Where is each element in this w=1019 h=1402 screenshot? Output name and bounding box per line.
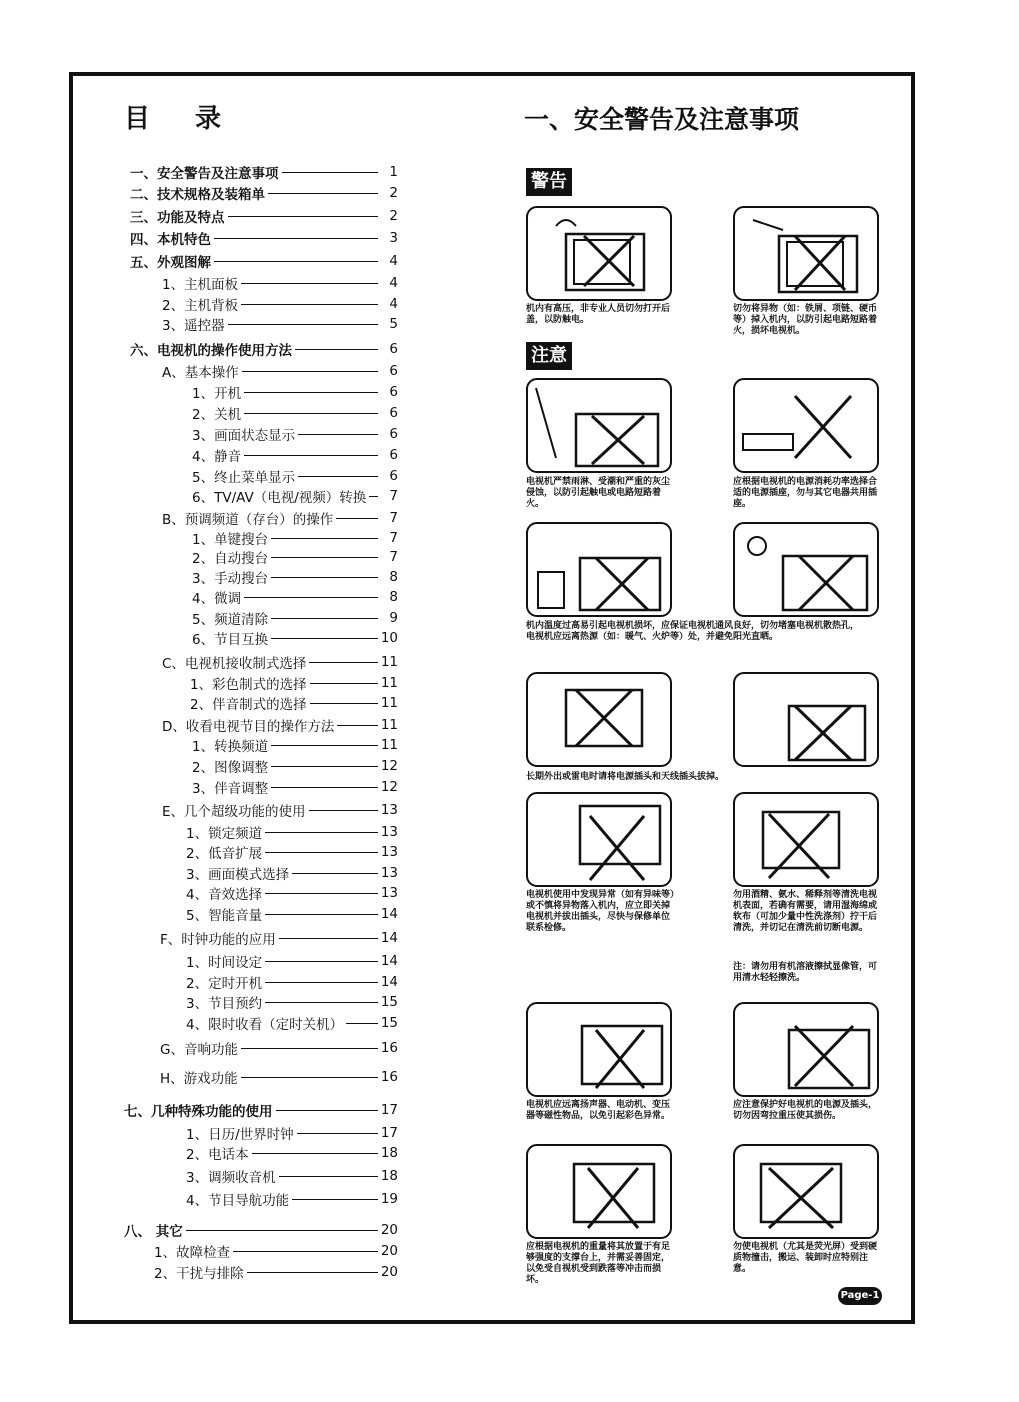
- toc-leader-line: [247, 1272, 378, 1273]
- toc-leader-line: [233, 1251, 378, 1252]
- toc-entry-label: 3、遥控器: [162, 318, 225, 334]
- caption-c9: 应根据电视机的重量将其放置于有足够强度的支撑台上，并需妥善固定，以免受自视机受到跌落等冲击而损坏。: [526, 1242, 671, 1285]
- toc-entry-label: 4、限时收看（定时关机）: [186, 1017, 344, 1033]
- toc-entry-label: E、几个超级功能的使用: [162, 804, 306, 820]
- toc-leader-line: [268, 193, 378, 194]
- toc-entry: [124, 1100, 398, 1120]
- toc-entry: [186, 1143, 398, 1163]
- tv-crossed-icon: [526, 792, 672, 887]
- toc-entry-page: 2: [389, 208, 398, 224]
- toc-leader-line: [271, 787, 378, 788]
- toc-leader-line: [271, 766, 378, 767]
- toc-leader-line: [241, 1048, 378, 1049]
- tv-crossed-icon: [526, 522, 672, 617]
- toc-entry: [186, 992, 398, 1012]
- toc-entry-label: 1、彩色制式的选择: [190, 677, 307, 693]
- toc-leader-line: [309, 810, 378, 811]
- toc-entry: [130, 162, 398, 182]
- toc-entry-page: 11: [380, 695, 398, 711]
- toc-entry-page: 7: [389, 530, 398, 546]
- toc-entry-page: 11: [380, 654, 398, 670]
- toc-title: 目 录: [124, 104, 240, 134]
- toc-entry-page: 13: [380, 885, 398, 901]
- toc-entry-page: 7: [389, 488, 398, 504]
- toc-leader-line: [265, 893, 378, 894]
- toc-entry-page: 6: [389, 468, 398, 484]
- caption-c5: 电视机使用中发现异常（如有异味等）或不慎将异物落入机内，应立即关掉电视机并拔出插头，尽快与保修单位联系检修。: [526, 890, 675, 933]
- tv-crossed-icon: [733, 1144, 879, 1239]
- toc-leader-line: [228, 324, 378, 325]
- toc-entry: [192, 424, 398, 444]
- toc-leader-line: [310, 703, 378, 704]
- toc-entry: [192, 547, 398, 567]
- toc-entry-page: 12: [380, 779, 398, 795]
- toc-leader-line: [369, 496, 378, 497]
- toc-leader-line: [271, 745, 378, 746]
- caution-tag: 注意: [526, 342, 572, 370]
- toc-entry-page: 13: [380, 824, 398, 840]
- toc-entry-label: 2、伴音制式的选择: [190, 697, 307, 713]
- caption-c8: 应注意保护好电视机的电源及插头，切勿因弯拉重压使其损伤。: [733, 1100, 878, 1121]
- toc-entry-page: 11: [380, 675, 398, 691]
- toc-entry-page: 18: [380, 1168, 398, 1184]
- toc-entry-page: 14: [380, 930, 398, 946]
- toc-entry-label: 3、画面状态显示: [192, 428, 296, 444]
- toc-entry-label: 1、时间设定: [186, 955, 263, 971]
- toc-entry: [160, 1067, 398, 1087]
- toc-entry-page: 7: [389, 510, 398, 526]
- toc-entry-page: 1: [389, 164, 398, 180]
- toc-entry-label: H、游戏功能: [160, 1071, 238, 1087]
- toc-entry-page: 20: [380, 1264, 398, 1280]
- caption-c1: 电视机严禁雨淋、受潮和严重的灰尘侵蚀，以防引起触电或电路短路着火。: [526, 477, 671, 509]
- toc-entry-label: 3、节目预约: [186, 996, 263, 1012]
- toc-entry-page: 13: [380, 802, 398, 818]
- caption-c3: 机内温度过高易引起电视机损坏，应保证电视机通风良好，切勿堵塞电视机散热孔，电视机应远离热源（如：暖气、火炉等）处，并避免阳光直晒。: [526, 621, 860, 642]
- toc-leader-line: [265, 914, 378, 915]
- toc-entry-label: 5、智能音量: [186, 908, 263, 924]
- toc-entry-page: 3: [389, 230, 398, 246]
- toc-entry-label: 6、节目互换: [192, 632, 269, 648]
- toc-leader-line: [292, 1199, 378, 1200]
- toc-entry-page: 13: [380, 844, 398, 860]
- toc-entry-page: 16: [380, 1040, 398, 1056]
- toc-entry-page: 6: [389, 405, 398, 421]
- toc-entry: [162, 800, 398, 820]
- toc-leader-line: [214, 261, 378, 262]
- toc-entry: [192, 587, 398, 607]
- toc-entry-label: C、电视机接收制式选择: [162, 656, 307, 672]
- warning-tag: 警告: [526, 168, 572, 196]
- toc-entry-page: 13: [380, 865, 398, 881]
- toc-entry-page: 16: [380, 1069, 398, 1085]
- caption-c10: 勿使电视机（尤其是荧光屏）受到硬质物撞击，搬运、装卸时应特别注意。: [733, 1242, 878, 1274]
- toc-entry: [154, 1262, 398, 1282]
- toc-entry-label: 1、主机面板: [162, 277, 239, 293]
- toc-entry-label: 七、几种特殊功能的使用: [124, 1104, 273, 1120]
- toc-entry: [190, 693, 398, 713]
- toc-entry: [192, 445, 398, 465]
- toc-leader-line: [271, 638, 378, 639]
- toc-entry-label: 2、图像调整: [192, 760, 269, 776]
- toc-entry: [186, 822, 398, 842]
- toc-entry-label: 1、日历/世界时钟: [186, 1127, 294, 1143]
- toc-entry-label: 5、终止菜单显示: [192, 470, 296, 486]
- toc-entry-label: 2、电话本: [186, 1147, 249, 1163]
- toc-entry-page: 20: [380, 1243, 398, 1259]
- toc-entry-page: 6: [389, 447, 398, 463]
- tv-crossed-icon: [733, 792, 879, 887]
- toc-entry: [186, 972, 398, 992]
- toc-entry: [192, 403, 398, 423]
- caption-w1: 机内有高压，非专业人员切勿打开后盖，以防触电。: [526, 304, 671, 325]
- toc-entry-page: 4: [389, 253, 398, 269]
- toc-entry: [154, 1241, 398, 1261]
- toc-leader-line: [244, 392, 378, 393]
- toc-entry: [130, 183, 398, 203]
- toc-entry-page: 8: [389, 589, 398, 605]
- toc-entry: [162, 361, 398, 381]
- toc-leader-line: [310, 683, 378, 684]
- toc-leader-line: [279, 938, 378, 939]
- toc-leader-line: [241, 1077, 378, 1078]
- toc-entry-label: 2、定时开机: [186, 976, 263, 992]
- toc-entry: [186, 1166, 398, 1186]
- toc-entry: [192, 567, 398, 587]
- toc-entry: [186, 883, 398, 903]
- toc-leader-line: [271, 538, 378, 539]
- toc-entry-label: B、预调频道（存台）的操作: [162, 512, 334, 528]
- tv-crossed-icon: [526, 672, 672, 767]
- toc-entry-label: 八、 其它: [124, 1224, 183, 1240]
- toc-leader-line: [228, 216, 379, 217]
- toc-leader-line: [346, 1023, 378, 1024]
- toc-entry-label: D、收看电视节目的操作方法: [162, 719, 335, 735]
- toc-entry-page: 6: [389, 384, 398, 400]
- caption-c7: 电视机应远离扬声器、电动机、变压器等磁性物品，以免引起彩色异常。: [526, 1100, 671, 1121]
- toc-entry-label: 1、开机: [192, 386, 242, 402]
- toc-leader-line: [265, 961, 378, 962]
- toc-entry: [130, 339, 398, 359]
- toc-leader-line: [241, 283, 378, 284]
- toc-entry-label: F、时钟功能的应用: [160, 932, 276, 948]
- toc-entry-label: 5、频道清除: [192, 612, 269, 628]
- tv-crossed-icon: [526, 1002, 672, 1097]
- toc-entry: [130, 206, 398, 226]
- toc-entry: [192, 466, 398, 486]
- toc-leader-line: [276, 1110, 379, 1111]
- toc-entry-page: 4: [389, 275, 398, 291]
- toc-entry-page: 9: [389, 610, 398, 626]
- toc-entry-label: 2、干扰与排除: [154, 1266, 244, 1282]
- toc-leader-line: [292, 873, 378, 874]
- toc-leader-line: [244, 455, 378, 456]
- caption-w2: 切勿将异物（如：铁屑、项链、硬币等）掉入机内，以防引起电路短路着火，损坏电视机。: [733, 304, 878, 336]
- toc-entry-page: 14: [380, 974, 398, 990]
- toc-entry-page: 10: [380, 630, 398, 646]
- toc-leader-line: [295, 349, 378, 350]
- toc-entry-label: 六、电视机的操作使用方法: [130, 343, 292, 359]
- toc-entry-label: 3、调频收音机: [186, 1170, 276, 1186]
- caption-c6-note: 注：请勿用有机溶液擦拭显像管，可用清水轻轻擦洗。: [733, 962, 878, 983]
- page-number-badge: Page-1: [838, 1287, 882, 1305]
- toc-entry-label: 2、主机背板: [162, 298, 239, 314]
- toc-leader-line: [244, 413, 378, 414]
- toc-entry-page: 4: [389, 296, 398, 312]
- toc-leader-line: [279, 1176, 378, 1177]
- tv-crossed-icon: [526, 206, 672, 301]
- tv-crossed-icon: [733, 378, 879, 473]
- toc-entry: [186, 1189, 398, 1209]
- toc-leader-line: [298, 434, 378, 435]
- caption-c4: 长期外出或雷电时请将电源插头和天线插头拔掉。: [526, 772, 725, 782]
- toc-entry: [186, 1013, 398, 1033]
- toc-entry-page: 15: [380, 994, 398, 1010]
- toc-entry-page: 6: [389, 363, 398, 379]
- toc-leader-line: [271, 577, 378, 578]
- tv-crossed-icon: [526, 378, 672, 473]
- toc-entry-label: G、音响功能: [160, 1042, 238, 1058]
- toc-entry-page: 14: [380, 906, 398, 922]
- toc-entry-label: 1、转换频道: [192, 739, 269, 755]
- toc-leader-line: [282, 172, 379, 173]
- tv-crossed-icon: [733, 672, 879, 767]
- toc-entry: [160, 928, 398, 948]
- toc-entry-page: 17: [380, 1102, 398, 1118]
- toc-entry-page: 6: [389, 341, 398, 357]
- toc-entry-label: 2、自动搜台: [192, 551, 269, 567]
- toc-entry-label: 1、单键搜台: [192, 532, 269, 548]
- toc-entry-page: 11: [380, 737, 398, 753]
- toc-entry: [162, 715, 398, 735]
- toc-entry-page: 8: [389, 569, 398, 585]
- toc-entry: [130, 251, 398, 271]
- toc-entry: [186, 1123, 398, 1143]
- toc-leader-line: [337, 725, 378, 726]
- toc-entry-page: 15: [380, 1015, 398, 1031]
- toc-entry-label: 3、手动搜台: [192, 571, 269, 587]
- toc-entry-label: A、基本操作: [162, 365, 239, 381]
- toc-entry: [192, 608, 398, 628]
- toc-entry-label: 三、功能及特点: [130, 210, 225, 226]
- toc-entry: [162, 294, 398, 314]
- toc-leader-line: [298, 476, 378, 477]
- toc-leader-line: [252, 1153, 378, 1154]
- toc-entry-label: 4、音效选择: [186, 887, 263, 903]
- section-title: 一、安全警告及注意事项: [524, 105, 800, 134]
- toc-entry-label: 2、低音扩展: [186, 846, 263, 862]
- toc-leader-line: [186, 1230, 378, 1231]
- tv-crossed-icon: [733, 206, 879, 301]
- toc-leader-line: [265, 832, 378, 833]
- toc-entry-label: 二、技术规格及装箱单: [130, 187, 265, 203]
- toc-entry: [186, 904, 398, 924]
- toc-entry-page: 5: [389, 316, 398, 332]
- toc-entry: [192, 528, 398, 548]
- toc-leader-line: [336, 518, 378, 519]
- toc-entry: [192, 735, 398, 755]
- toc-entry: [130, 228, 398, 248]
- toc-entry-label: 6、TV/AV（电视/视频）转换: [192, 490, 367, 506]
- toc-entry-page: 20: [380, 1222, 398, 1238]
- toc-entry-label: 一、安全警告及注意事项: [130, 166, 279, 182]
- toc-entry: [186, 863, 398, 883]
- toc-entry: [162, 314, 398, 334]
- toc-leader-line: [265, 852, 378, 853]
- toc-entry-page: 6: [389, 426, 398, 442]
- toc-entry-label: 3、画面模式选择: [186, 867, 290, 883]
- toc-entry: [192, 382, 398, 402]
- toc-leader-line: [309, 662, 378, 663]
- toc-entry-label: 1、锁定频道: [186, 826, 263, 842]
- toc-entry: [160, 1038, 398, 1058]
- toc-leader-line: [244, 597, 378, 598]
- toc-entry: [186, 842, 398, 862]
- toc-entry: [162, 508, 398, 528]
- toc-entry-page: 7: [389, 549, 398, 565]
- toc-leader-line: [214, 238, 378, 239]
- toc-entry: [162, 273, 398, 293]
- toc-entry: [192, 486, 398, 506]
- toc-entry-label: 五、外观图解: [130, 255, 211, 271]
- sun-tv-crossed-icon: [733, 522, 879, 617]
- toc-leader-line: [265, 982, 378, 983]
- toc-entry-page: 2: [389, 185, 398, 201]
- toc-entry-page: 19: [380, 1191, 398, 1207]
- toc-entry: [192, 628, 398, 648]
- tv-crossed-icon: [526, 1144, 672, 1239]
- toc-leader-line: [271, 618, 378, 619]
- toc-entry-page: 12: [380, 758, 398, 774]
- toc-entry-page: 14: [380, 953, 398, 969]
- toc-entry-label: 1、故障检查: [154, 1245, 231, 1261]
- tv-crossed-icon: [733, 1002, 879, 1097]
- toc-entry: [192, 756, 398, 776]
- toc-entry-label: 4、节目导航功能: [186, 1193, 290, 1209]
- toc-entry-page: 11: [380, 717, 398, 733]
- toc-leader-line: [297, 1133, 378, 1134]
- toc-entry-label: 四、本机特色: [130, 232, 211, 248]
- toc-entry: [162, 652, 398, 672]
- toc-leader-line: [241, 304, 378, 305]
- toc-entry-label: 3、伴音调整: [192, 781, 269, 797]
- toc-entry: [190, 673, 398, 693]
- toc-entry-label: 2、关机: [192, 407, 242, 423]
- caption-c2: 应根据电视机的电源消耗功率选择合适的电源插座，勿与其它电器共用插座。: [733, 477, 878, 509]
- toc-leader-line: [265, 1002, 378, 1003]
- toc-entry: [124, 1220, 398, 1240]
- toc-entry: [192, 777, 398, 797]
- toc-entry-page: 17: [380, 1125, 398, 1141]
- toc-entry: [186, 951, 398, 971]
- toc-leader-line: [242, 371, 378, 372]
- toc-leader-line: [271, 557, 378, 558]
- toc-entry-label: 4、静音: [192, 449, 242, 465]
- toc-entry-label: 4、微调: [192, 591, 242, 607]
- caption-c6: 勿用酒精、氨水、稀释剂等清洗电视机表面，若确有需要，请用湿海绵或软布（可加少量中性洗涤剂）拧干后清洗，并切记在清洗前切断电源。: [733, 890, 878, 933]
- toc-entry-page: 18: [380, 1145, 398, 1161]
